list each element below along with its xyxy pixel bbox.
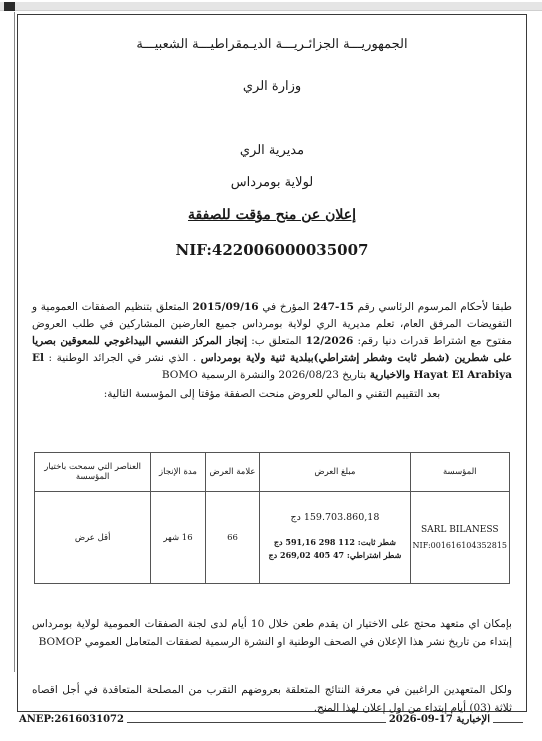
header-score: علامة العرض [205, 453, 260, 492]
cell-score: 66 [205, 492, 260, 584]
page-footer [17, 713, 527, 731]
cell-company [410, 492, 509, 584]
cell-criteria: أقل عرض [35, 492, 151, 584]
cell-amount [260, 492, 410, 584]
intro-text-4: المتعلق ب: [251, 335, 302, 347]
direction-heading: مديرية الري [239, 143, 305, 158]
tender-subject: إنجاز المركز النفسي البيداغوجي للمعوقين بصريا على شطرين (شطر ثابت وشطر إشتراطي)ببلدية ثنية ولاية بومرداس [32, 335, 513, 364]
decree-date: 2015/09/16 [192, 301, 259, 313]
intro-text-3: المتعلق بتنظيم الصفقات العمومية و التفويضات المرفق العام، تعلم مديرية الري لولاية بومرداس جميع العارضين المشاركين في طلب العروض مفتوح مع اشتراط قدرات دنيا رقم: [32, 301, 513, 347]
newspaper-name-1: El Hayat El Arabiya [32, 352, 512, 381]
intro-text-6: بتاريخ [342, 369, 367, 381]
table-row [35, 492, 510, 584]
header-criteria: العناصر التي سمحت باختيار المؤسسة [35, 453, 151, 492]
header-duration: مدة الإنجاز [151, 453, 205, 492]
intro-text-2: المؤرخ في [262, 301, 310, 313]
newspaper-name-2: والاخبارية [369, 369, 411, 381]
header-company: المؤسسة [410, 453, 509, 492]
left-column-edge [4, 12, 15, 672]
republic-heading: الجمهوريـــة الجزائـريـــة الديـمقراطيـــة الشعبيـــة [136, 37, 408, 52]
recourse-text: بإمكان اي متعهد محتج على الاختيار ان يقدم طعن خلال 10 أيام لدى لجنة الصفقات العمومية لولاية بومرداس إبتداء من تاريخ نشر هذا الإعلان في الصحف الوطنية او النشرة الرسمية لصفقات المتعامل العمومي [32, 618, 512, 648]
table-header-row [35, 453, 510, 492]
publication-stamp: الإخبارية 17-09-2026 [386, 714, 493, 725]
company-nif: NIF:001616104352815 [412, 541, 507, 550]
nif-number: NIF:422006000035007 [175, 241, 369, 259]
corner-marker [4, 2, 15, 11]
anep-reference: ANEP:2616031072 [19, 714, 127, 725]
intro-text-5: . الذي نشر في الجرائد الوطنية : [48, 352, 197, 364]
company-name: SARL BILANESS [420, 525, 499, 535]
amount-fixed: شطر ثابت: 112 298 591,16 دج [273, 537, 396, 547]
tender-number: 12/2026 [305, 335, 354, 347]
amount-optional: شطر اشتراطي: 47 405 269,02 دج [268, 550, 402, 560]
award-table [34, 452, 510, 584]
evaluation-text: بعد التقييم التقني و المالي للعروض منحت الصفقة مؤقتا إلى المؤسسة التالية: [103, 388, 441, 400]
page-top-rule [0, 2, 542, 11]
intro-text-7: والنشرة الرسمية BOMO [161, 369, 276, 381]
ministry-heading: وزارة الري [242, 79, 302, 94]
publication-date: 2026/08/23 [278, 369, 339, 381]
intro-paragraph [32, 299, 512, 384]
header-amount: مبلغ العرض [260, 453, 410, 492]
bomop-label: BOMOP [38, 636, 82, 648]
cell-duration: 16 شهر [151, 492, 205, 584]
invitation-paragraph: ولكل المتعهدين الراغبين في معرفة النتائج المتعلقة بعروضهم التقرب من المصلحة المتعاقدة في أجل اقصاه ثلاثة (03) أيام إبتداء من اول إعلان لهذا المنح. [32, 684, 512, 714]
notice-title: إعلان عن منح مؤقت للصفقة [187, 207, 357, 223]
amount-total: 159.703.860,18 دج [290, 512, 380, 523]
intro-text-1: طبقا لأحكام المرسوم الرئاسي رقم [357, 301, 512, 313]
wilaya-heading: لولاية بومرداس [230, 175, 314, 190]
notice-frame [17, 14, 527, 712]
recourse-paragraph [32, 615, 512, 651]
decree-number: 15-247 [313, 301, 354, 313]
